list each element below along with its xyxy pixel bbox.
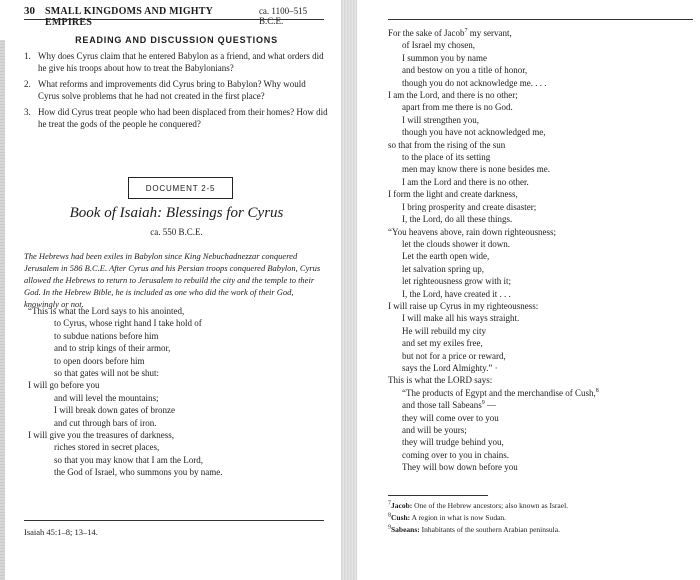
running-title: SMALL KINGDOMS AND MIGHTY EMPIRES [45,6,213,28]
document-label-box: DOCUMENT 2-5 [128,177,233,199]
document-intro: The Hebrews had been exiles in Babylon since King Nebuchadnezzar conquered Jerusalem in 586 B.C.E. After Cyrus and his Persian troops conquered Babylon, Cyrus allowed the Hebrews to return to Jerusalem to rebuild the city and the temple to their God. In the Hebrew Bible, he is included as one who did the work of their God, knowingly or not. [24,251,321,309]
verse-line: the God of Israel, who summons you by name. [54,467,223,478]
verse-line: they will trudge behind you, [402,437,504,448]
verse-line: I will break down gates of bronze [54,405,175,416]
verse-line: Let the earth open wide, [402,251,490,262]
header-rule [24,19,324,20]
verse-line: men may know there is none besides me. [402,164,550,175]
verse-line: I will strengthen you, [402,114,479,125]
verse-line: I am the Lord, and there is no other; [388,90,518,101]
verse-line: they will come over to you [402,412,499,423]
running-header [24,5,329,28]
verse-line: and bestow on you a title of honor, [402,65,528,76]
questions-list [24,50,329,134]
footnote: $^9$Sabeans: Inhabitants of the southern Arabian peninsula. [388,524,560,534]
verse-line: and will be yours; [402,425,467,435]
footnote: $^8$Cush: A region in what is now Sudan. [388,512,507,522]
verse-line: though you have not acknowledged me, [402,127,546,138]
verse-line: to Cyrus, whose right hand I take hold of [54,318,202,329]
verse-line: riches stored in secret places, [54,442,160,453]
verse-line: of Israel my chosen, [402,40,475,51]
book-gutter [341,0,357,580]
right-scripture-passage [388,27,693,474]
left-scripture-passage [28,305,328,479]
verse-line: I bring prosperity and create disaster; [402,201,537,212]
verse-line: I will go before you [28,380,100,391]
verse-line: I, the Lord, have created it . . . [402,288,511,299]
footnote: $^7$Jacob: One of the Hebrew ancestors; also known as Israel. [388,500,569,510]
verse-line: For the sake of Jacob$^7$ my servant, [388,28,512,38]
footnote-mark: 9 [481,400,485,407]
verse-line: He will rebuild my city [402,325,486,336]
verse-line: so that from the rising of the sun [388,139,506,150]
verse-line: coming over to you in chains. [402,449,509,460]
verse-line: I will make all his ways straight. [402,313,520,324]
question-item: 1. Why does Cyrus claim that he entered Babylon as a friend, and what orders did he give his troops about how to treat the Babylonians? [24,51,324,73]
verse-line: and set my exiles free, [402,338,483,349]
document-title: Book of Isaiah: Blessings for Cyrus [69,205,284,221]
verse-line: “This is what the Lord says to his anointed, [28,306,185,316]
page-edge-left [0,40,5,580]
verse-line: but not for a price or reward, [402,350,506,361]
verse-line: I, the Lord, do all these things. [402,214,513,225]
verse-line: I form the light and create darkness, [388,189,518,200]
verse-line: I summon you by name [402,52,487,63]
footnote-mark: 7 [464,28,468,34]
footnote-mark: 8 [595,387,599,394]
verse-line: so that gates will not be shut: [54,368,159,379]
verse-line: apart from me there is no God. [402,102,513,113]
verse-line: and cut through bars of iron. [54,417,157,428]
verse-line: so that you may know that I am the Lord, [54,454,203,465]
citation-rule [24,520,324,521]
verse-line: says the Lord Almighty.” · [402,362,498,373]
questions-heading: READING AND DISCUSSION QUESTIONS [75,35,278,45]
verse-line: to open doors before him [54,355,145,366]
verse-line: “You heavens above, rain down righteousness; [388,226,557,237]
question-item: 2. What reforms and improvements did Cyrus bring to Babylon? Why would Cyrus solve problems that he had not created in the first place? [24,79,306,101]
verse-line: “The products of Egypt and the merchandise of Cush,$^8$ [402,387,599,398]
footnote-rule [388,495,488,496]
page-number: 30 [24,5,35,17]
verse-line: I am the Lord and there is no other. [402,176,529,187]
running-dates: ca. 1100–515 B.C.E. [258,6,308,26]
verse-line: I will raise up Cyrus in my righteousness: [388,300,539,311]
verse-line: let the clouds shower it down. [402,238,510,249]
verse-line: They will bow down before you [402,462,518,473]
verse-line: and those tall Sabeans$^9$ — [402,400,496,411]
verse-line: though you do not acknowledge me. . . . [402,77,547,88]
verse-line: This is what the LORD says: [388,375,493,386]
verse-line: and will level the mountains; [54,392,159,403]
header-rule-right [388,19,693,20]
verse-line: and to strip kings of their armor, [54,343,171,354]
verse-line: let righteousness grow with it; [402,276,511,287]
verse-line: to subdue nations before him [54,330,159,341]
verse-line: let salvation spring up, [402,263,484,274]
citation: Isaiah 45:1–8; 13–14. [24,527,98,537]
verse-line: to the place of its setting [402,152,491,163]
verse-line: I will give you the treasures of darkness, [28,430,174,441]
footnotes [388,500,693,536]
document-date: ca. 550 B.C.E. [150,227,203,237]
question-item: 3. How did Cyrus treat people who had been displaced from their homes? How did he treat the gods of the people he conquered? [24,107,328,129]
